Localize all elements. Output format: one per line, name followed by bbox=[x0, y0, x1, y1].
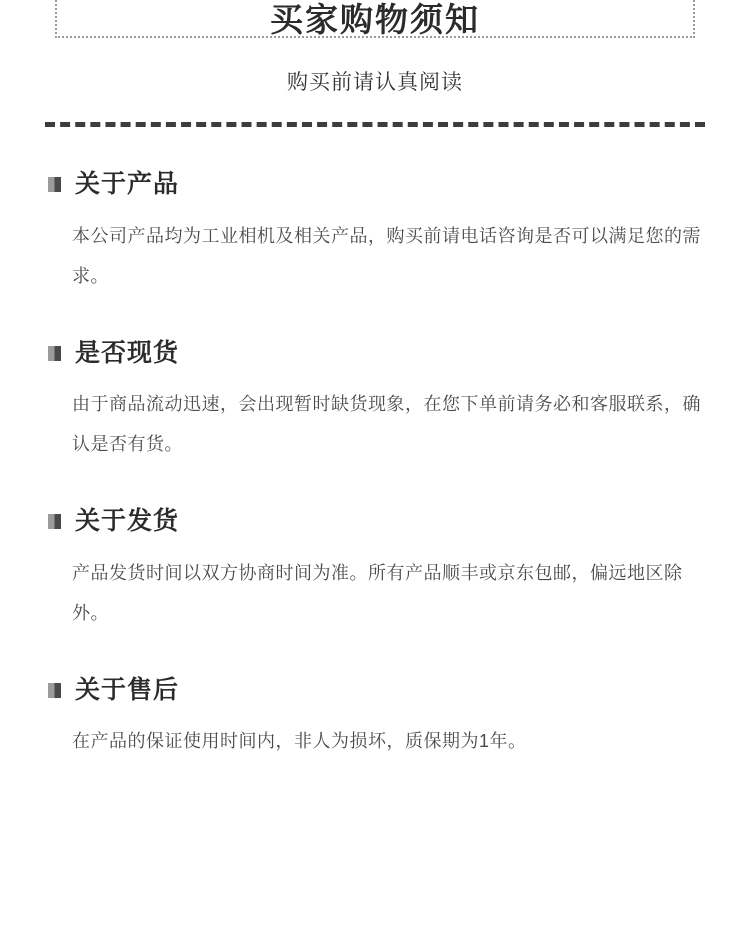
square-bullet-icon bbox=[48, 177, 61, 192]
section-body: 产品发货时间以双方协商时间为准。所有产品顺丰或京东包邮，偏远地区除外。 bbox=[72, 562, 683, 623]
section-title: 是否现货 bbox=[75, 338, 180, 367]
notice-section-shipping bbox=[0, 508, 750, 633]
section-title: 关于售后 bbox=[75, 675, 180, 704]
square-bullet-icon bbox=[48, 346, 61, 361]
square-bullet-icon bbox=[48, 683, 61, 698]
page-subtitle: 购买前请认真阅读 bbox=[287, 71, 463, 94]
notice-sections bbox=[0, 127, 750, 761]
section-title: 关于发货 bbox=[75, 507, 180, 535]
notice-header bbox=[0, 0, 750, 127]
section-body: 由于商品流动迅速，会出现暂时缺货现象，在您下单前请务必和客服联系，确认是否有货。 bbox=[72, 394, 701, 454]
square-bullet-icon bbox=[48, 514, 61, 529]
notice-section-aftersales bbox=[0, 677, 750, 762]
section-heading bbox=[48, 340, 712, 368]
page-title: 买家购物须知 bbox=[270, 1, 480, 38]
notice-section-product bbox=[0, 171, 750, 296]
section-body: 本公司产品均为工业相机及相关产品，购买前请电话咨询是否可以满足您的需求。 bbox=[72, 225, 701, 286]
notice-section-stock bbox=[0, 340, 750, 465]
section-heading bbox=[48, 171, 712, 199]
section-heading bbox=[48, 677, 712, 705]
section-divider bbox=[45, 122, 705, 127]
section-title: 关于产品 bbox=[75, 170, 180, 198]
section-heading bbox=[48, 508, 712, 536]
section-body: 在产品的保证使用时间内，非人为损坏，质保期为1年。 bbox=[72, 731, 527, 751]
